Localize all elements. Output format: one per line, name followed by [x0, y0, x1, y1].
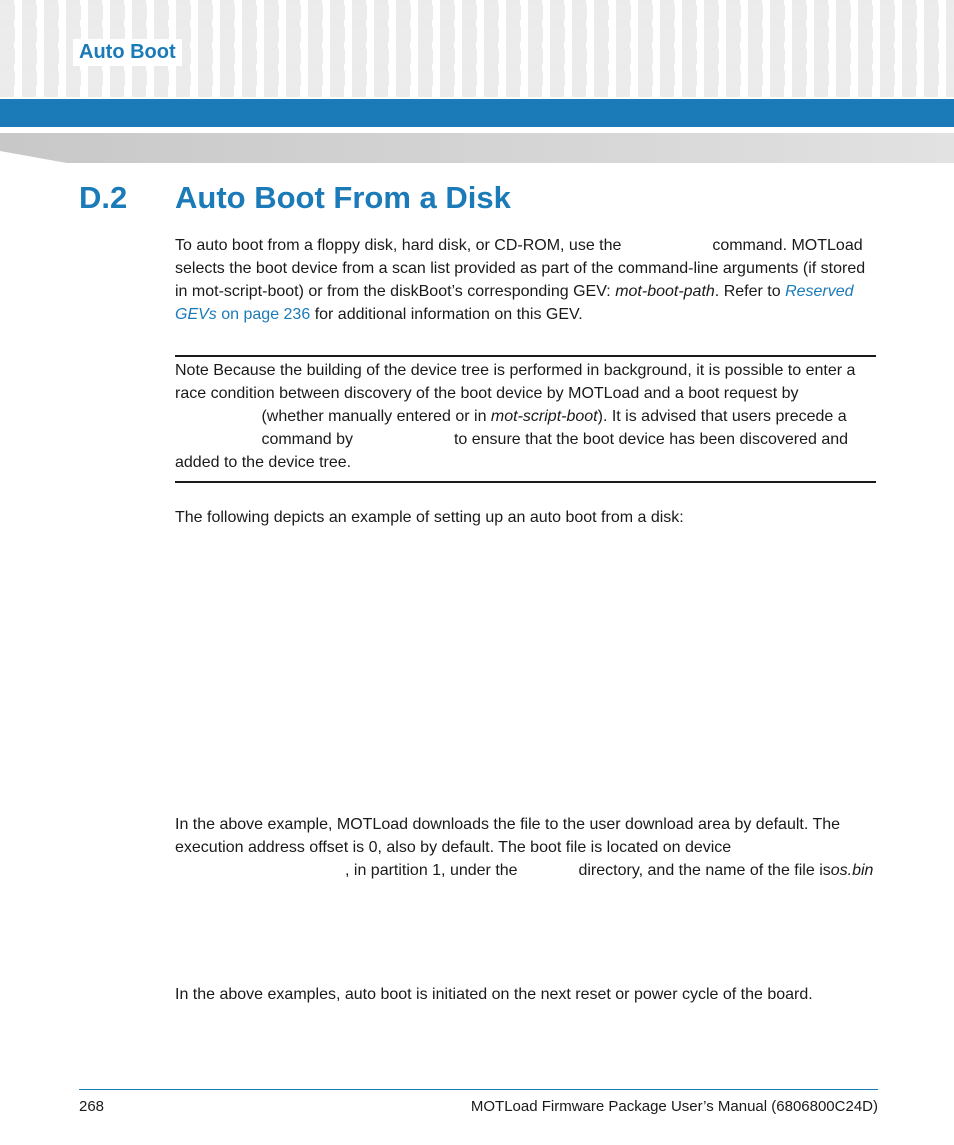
- note-text-5: to ensure that the boot device has been discovered and added to the device tree.: [175, 431, 849, 471]
- header-blue-bar: [0, 99, 954, 127]
- note-label: Note: [175, 362, 209, 379]
- note-text-4: command by: [261, 431, 354, 448]
- explanation-text-2: , in partition 1, under the: [345, 862, 518, 879]
- note-bottom-rule: [175, 481, 876, 483]
- running-header-section: Auto Boot: [73, 39, 182, 66]
- footer-rule: [79, 1089, 878, 1090]
- script-name: mot-script-boot: [490, 408, 598, 425]
- note-text-2: (whether manually entered or in: [261, 408, 487, 425]
- document-title: MOTLoad Firmware Package User’s Manual (6806800C24D): [470, 1098, 878, 1115]
- note-text-1: Because the building of the device tree is performed in background, it is possible to enter a race condition between discovery of the boot device by MOTLoad and a boot request by: [175, 362, 856, 402]
- page-number: 268: [79, 1098, 105, 1115]
- section-title: Auto Boot From a Disk: [175, 180, 511, 215]
- reserved-gevs-link[interactable]: Reserved GEVs: [175, 283, 854, 323]
- intro-text-2: command. MOTLoad selects the boot device from a scan list provided as part of the command-line arguments (if stored in mot-script-boot) or from the diskBoot’s corresponding GEV:: [175, 237, 866, 300]
- boot-file-name: os.bin: [830, 862, 874, 879]
- note-top-rule: [175, 355, 876, 357]
- gev-name: mot-boot-path: [615, 283, 715, 300]
- intro-text-3: . Refer to: [714, 283, 781, 300]
- intro-paragraph: [175, 234, 877, 326]
- explanation-text-1: In the above example, MOTLoad downloads the file to the user download area by default. The execution address offset is 0, also by default. The boot file is located on device: [175, 816, 841, 856]
- example-intro: The following depicts an example of setting up an auto boot from a disk:: [175, 509, 684, 526]
- header-gray-wedge: [0, 133, 954, 163]
- intro-text-4: for additional information on this GEV.: [314, 306, 583, 323]
- section-number: D.2: [79, 180, 128, 215]
- explanation-paragraph: [175, 813, 877, 882]
- explanation-text-3: directory, and the name of the file is: [578, 862, 831, 879]
- note-paragraph: [175, 359, 877, 474]
- page-reference-link[interactable]: on page 236: [221, 306, 311, 323]
- intro-text-1: To auto boot from a floppy disk, hard disk, or CD-ROM, use the: [175, 237, 622, 254]
- note-text-3: ). It is advised that users precede a: [597, 408, 847, 425]
- closing-paragraph: In the above examples, auto boot is initiated on the next reset or power cycle of the board.: [175, 986, 813, 1003]
